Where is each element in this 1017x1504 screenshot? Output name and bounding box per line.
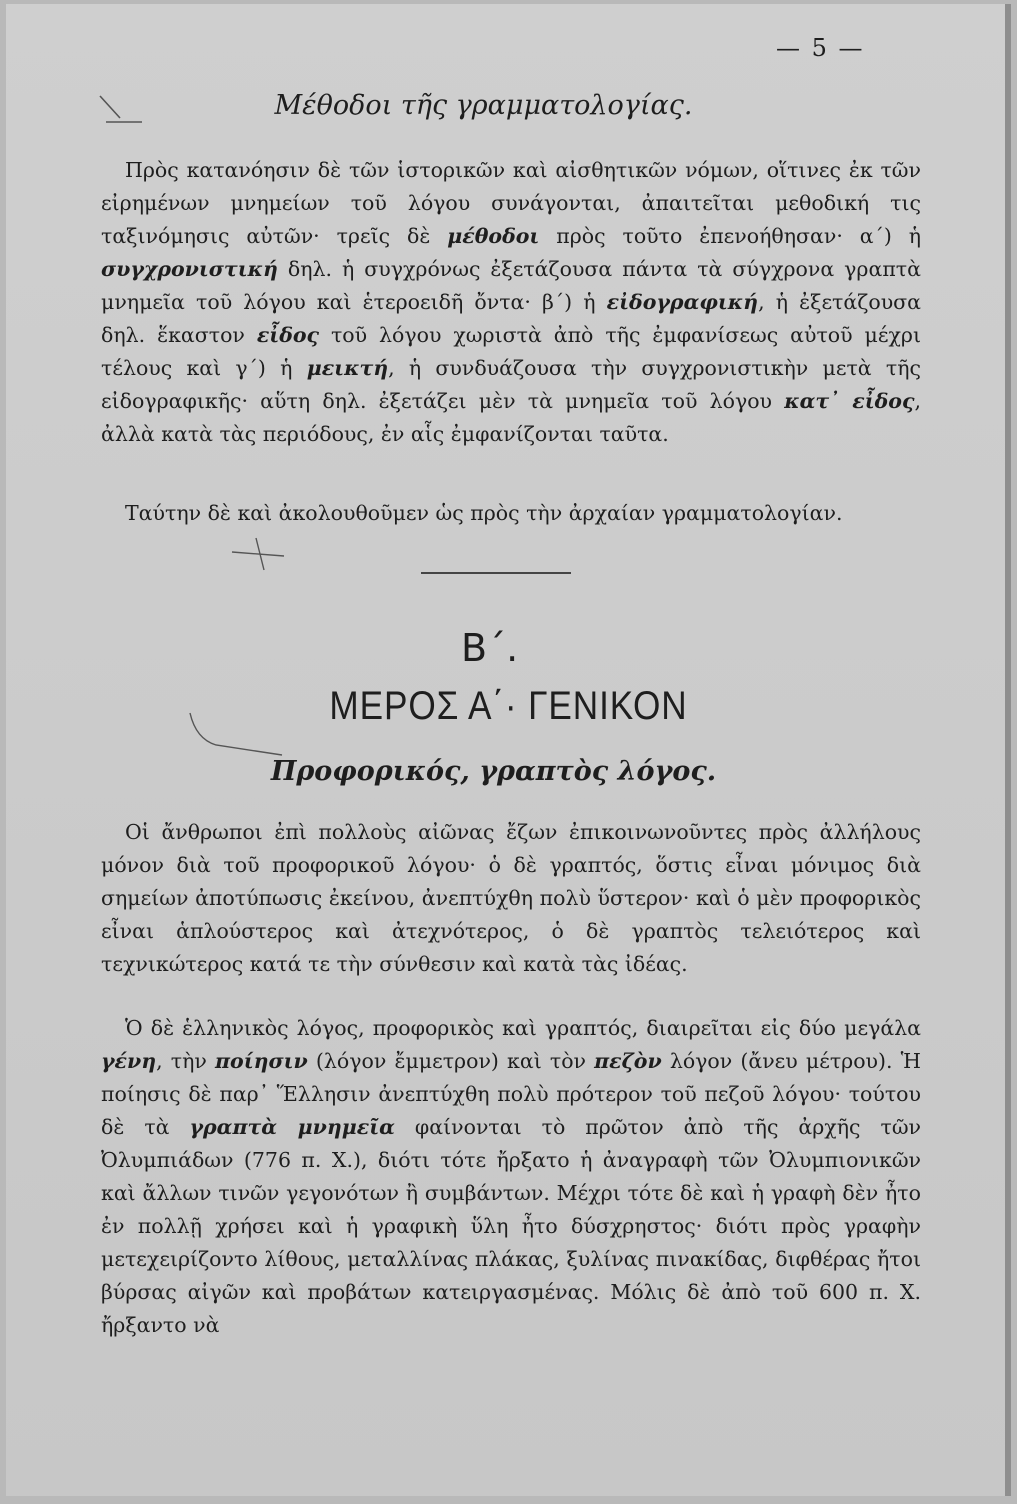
term-synchronistic: συγχρονιστική <box>101 257 278 281</box>
page-number: — 5 — <box>776 34 865 62</box>
part-title: ΜΕΡΟΣ Α΄· ΓΕΝΙΚΟΝ <box>329 684 688 728</box>
term-prose: πεζὸν <box>594 1049 662 1073</box>
spoken-written-paragraph: Οἱ ἄνθρωποι ἐπὶ πολλοὺς αἰῶνας ἔζων ἐπικοινωνοῦντες πρὸς ἀλλήλους μόνον διὰ τοῦ προφορικοῦ λόγου· ὁ δὲ γραπτός, ὅστις εἶναι μόνιμος διὰ σημείων ἀποτύπωσις ἐκείνου, ἀνεπτύχθη πολὺ ὕστερον· καὶ ὁ μὲν προφορικὸς εἶναι ἁπλούστερος καὶ ἀτεχνότερος, ὁ δὲ γραπτὸς τελειότερος καὶ τεχνικώτερος κατά τε τὴν σύνθεσιν καὶ κατὰ τὰς ἰδέας. <box>101 820 921 976</box>
term-mixed: μεικτή <box>306 356 389 380</box>
pencil-line-mark <box>186 709 286 759</box>
greek-speech-paragraph: Ὁ δὲ ἑλληνικὸς λόγος, προφορικὸς καὶ γραπτός, διαιρεῖται εἰς δύο μεγάλα γένη, τὴν ποίησιν (λόγον ἔμμετρον) καὶ τὸν πεζὸν λόγον (ἄνευ μέτρου). Ἡ ποίησις δὲ παρ᾽ Ἕλλησιν ἀνεπτύχθη πολὺ πρότερον τοῦ πεζοῦ λόγου· τούτου δὲ τὰ γραπτὰ μνημεῖα φαίνονται τὸ πρῶτον ἀπὸ τῆς ἀρχῆς τῶν Ὀλυμπιάδων (776 π. Χ.), διότι τότε ἤρξατο ἡ ἀναγραφὴ τῶν Ὀλυμπιονικῶν καὶ ἄλλων τινῶν γεγονότων ἢ συμβάντων. Μέχρι τότε δὲ καὶ ἡ γραφὴ δὲν ἦτο ἐν πολλῇ χρήσει καὶ ἡ γραφικὴ ὕλη ἦτο δύσχρηστος· διότι πρὸς γραφὴν μετεχειρίζοντο λίθους, μεταλλίνας πλάκας, ξυλίνας πινακίδας, διφθέρας ἤτοι βύρσας αἰγῶν καὶ προβάτων κατειργασμένας. Μόλις δὲ ἀπὸ τοῦ 600 π. Χ. ἤρξαντο νὰ <box>101 1016 922 1337</box>
methods-heading: Μέθοδοι τῆς γραμματολογίας. <box>274 90 693 121</box>
term-methods: μέθοδοι <box>447 224 540 248</box>
term-by-genre: κατ᾽ εἶδος <box>784 389 915 413</box>
term-genre: εἶδος <box>256 323 320 347</box>
term-poetry: ποίησιν <box>215 1049 308 1073</box>
section-letter: Β΄. <box>461 626 519 670</box>
methods-paragraph: Πρὸς κατανόησιν δὲ τῶν ἱστορικῶν καὶ αἰσθητικῶν νόμων, οἵτινες ἐκ τῶν εἰρημένων μνημείων τοῦ λόγου συνάγονται, ἀπαιτεῖται μεθοδική τις ταξινόμησις αὐτῶν· τρεῖς δὲ μέθοδοι πρὸς τοῦτο ἐπενοήθησαν· α΄) ἡ συγχρονιστική δηλ. ἡ συγχρόνως ἐξετάζουσα πάντα τὰ σύγχρονα γραπτὰ μνημεῖα τοῦ λόγου καὶ ἑτεροειδῆ ὄντα· β΄) ἡ εἰδογραφική, ἡ ἐξετάζουσα δηλ. ἕκαστον εἶδος τοῦ λόγου χωριστὰ ἀπὸ τῆς ἐμφανίσεως αὐτοῦ μέχρι τέλους καὶ γ΄) ἡ μεικτή, ἡ συνδυάζουσα τὴν συγχρονιστικὴν μετὰ τῆς εἰδογραφικῆς· αὕτη δηλ. ἐξετάζει μὲν τὰ μνημεῖα τοῦ λόγου κατ᾽ εἶδος, ἀλλὰ κατὰ τὰς περιόδους, ἐν αἷς ἐμφανίζονται ταῦτα. <box>101 158 921 446</box>
follow-paragraph: Ταύτην δὲ καὶ ἀκολουθοῦμεν ὡς πρὸς τὴν ἀρχαίαν γραμματολογίαν. <box>125 501 843 525</box>
book-page <box>6 4 1011 1496</box>
pencil-cross-mark <box>228 534 288 574</box>
term-kinds: γένη <box>101 1049 157 1073</box>
term-eidographic: εἰδογραφική <box>606 290 759 314</box>
section-divider <box>421 572 571 574</box>
term-written-monuments: γραπτὰ μνημεῖα <box>189 1115 395 1139</box>
spoken-written-heading: Προφορικός, γραπτὸς λόγος. <box>270 756 717 787</box>
